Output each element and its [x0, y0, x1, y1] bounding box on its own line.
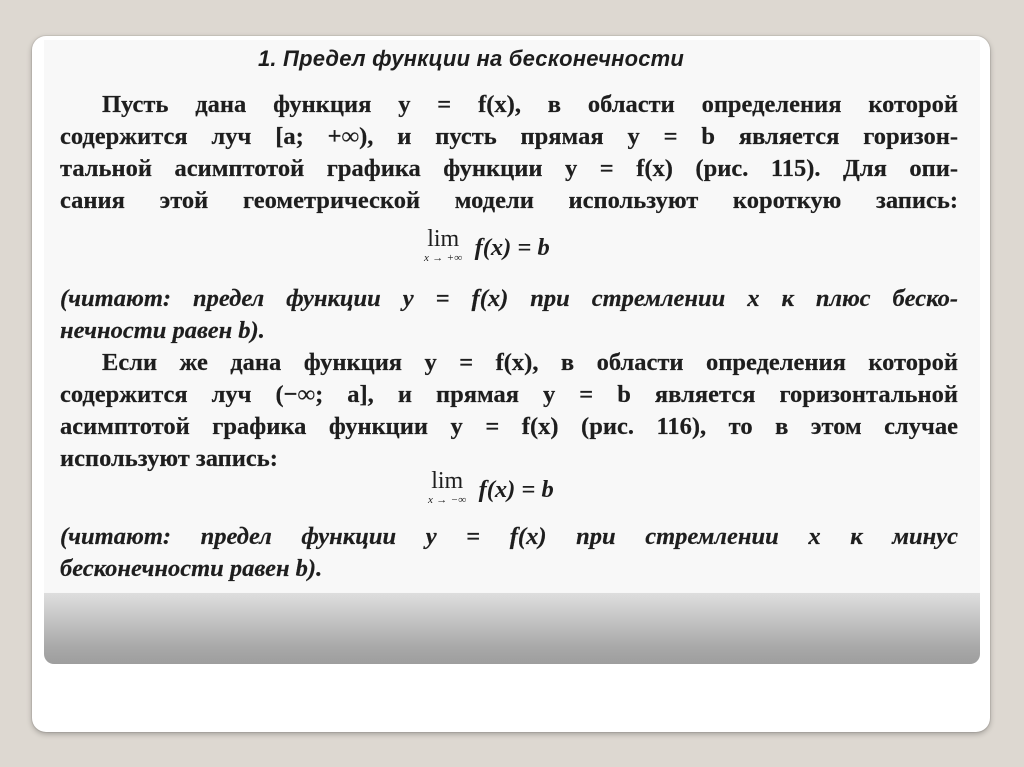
paragraph1-line: Пусть дана функция y = f(x), в области определения которой — [102, 91, 958, 118]
gray-gradient-band — [44, 593, 980, 664]
paragraph2-line: содержится луч (−∞; a], и прямая y = b является горизонтальной — [60, 381, 958, 408]
reading2-line: бесконечности равен b). — [60, 555, 323, 582]
limit-expression: f(x) = b — [478, 476, 554, 503]
reading1-line: нечности равен b). — [60, 317, 265, 344]
paragraph1-line: сания этой геометрической модели используют короткую запись: — [60, 187, 958, 214]
reading1-line: (читают: предел функции y = f(x) при стремлении x к плюс беско- — [60, 285, 958, 312]
paragraph2-line: Если же дана функция y = f(x), в области определения которой — [102, 349, 958, 376]
lim-word: lim — [427, 226, 460, 252]
limit-expression: f(x) = b — [474, 234, 550, 261]
lim-subscript: x → −∞ — [428, 494, 467, 506]
paragraph1-line: тальной асимптотой графика функции y = f(x) (рис. 115). Для опи- — [60, 155, 958, 182]
paragraph2-line: используют запись: — [60, 445, 278, 472]
scan-text-area — [44, 40, 980, 592]
lim-word: lim — [431, 468, 464, 494]
paragraph1-line: содержится луч [a; +∞), и пусть прямая y = b является горизон- — [60, 123, 958, 150]
reading2-line: (читают: предел функции y = f(x) при стремлении x к минус — [60, 523, 958, 550]
section-heading: 1. Предел функции на бесконечности — [258, 46, 685, 71]
paragraph2-line: асимптотой графика функции y = f(x) (рис. 116), то в этом случае — [60, 413, 958, 440]
scanned-textbook-page — [44, 40, 980, 664]
limit-formula-plus-infinity — [424, 226, 550, 264]
lim-operator — [428, 468, 466, 506]
lim-operator — [424, 226, 462, 264]
lim-subscript: x → +∞ — [424, 252, 463, 264]
limit-formula-minus-infinity — [428, 468, 554, 506]
